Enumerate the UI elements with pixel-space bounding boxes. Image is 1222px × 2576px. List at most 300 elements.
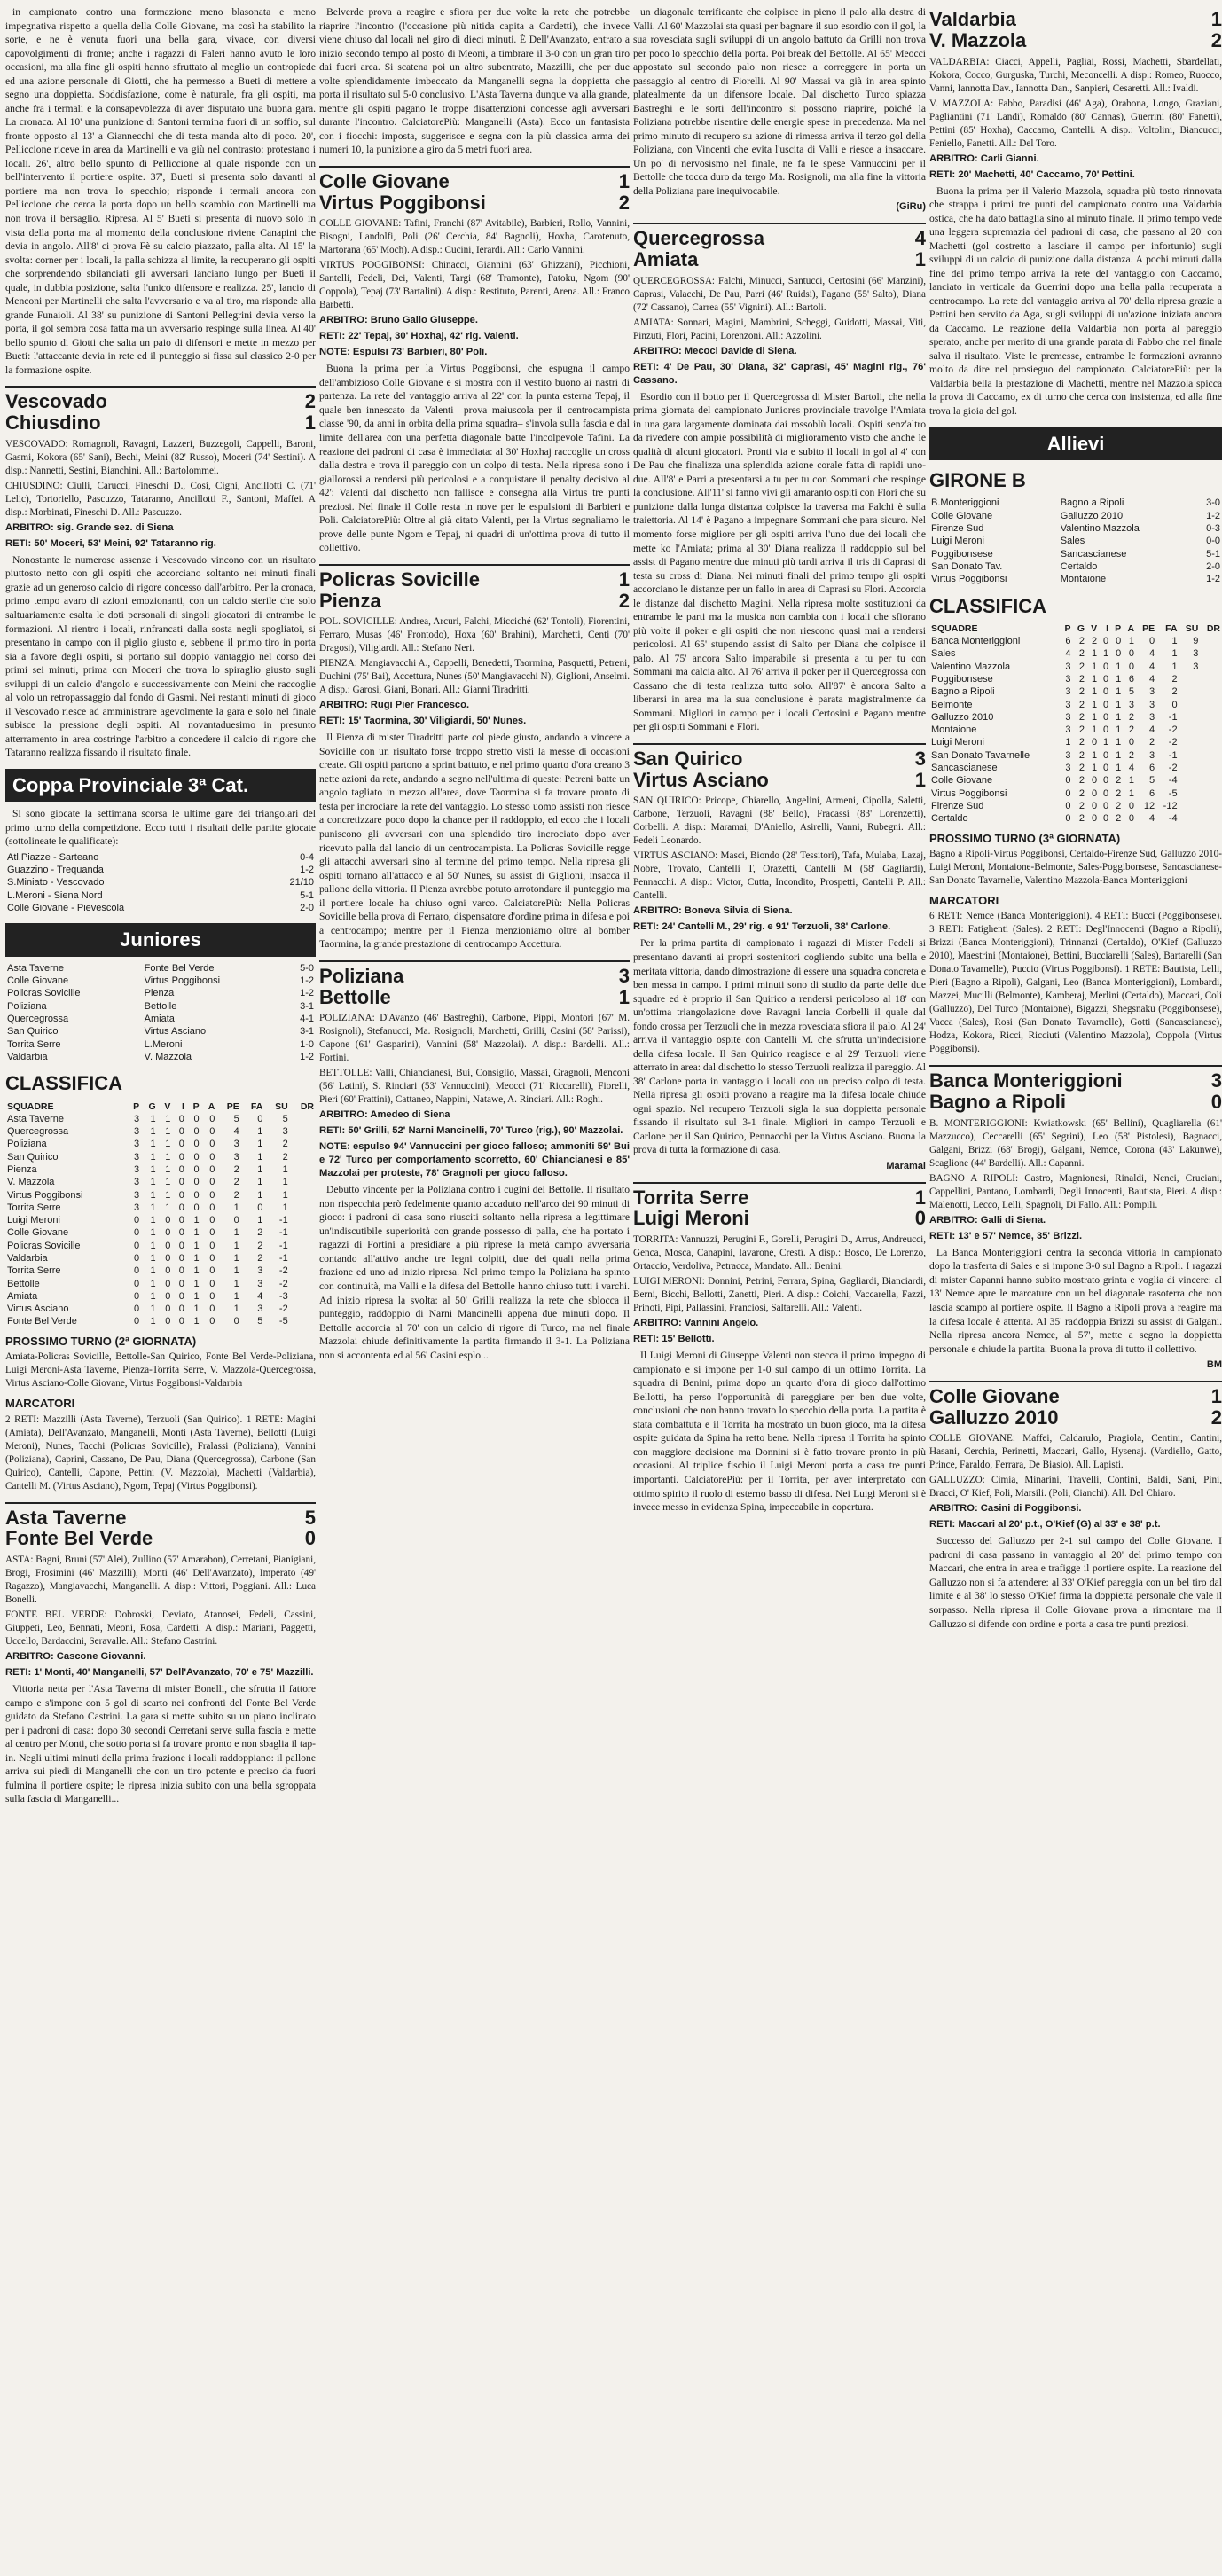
score: 2-0 bbox=[300, 903, 314, 914]
result-row bbox=[5, 1025, 316, 1037]
marcatori-title: MARCATORI bbox=[5, 1397, 75, 1411]
section-coppa: Coppa Provinciale 3ª Cat. bbox=[5, 769, 316, 802]
author-signature: Maramai bbox=[886, 1160, 926, 1171]
lineup-away: VIRTUS POGGIBONSI: Chinacci, Giannini (63' Ghizzani), Picchioni, Santelli, Fedeli, Dei, Valenti, Targi (68' Tramonte), Patoku, Ngom (90' Coppola), Tepaj (73' Bartalini). A disp.: Restituto, Parenti, Arena. All.: Franco Barbetti. bbox=[319, 260, 630, 311]
lineup-away: VIRTUS ASCIANO: Masci, Biondo (28' Tessitori), Tafa, Mulaba, Lazaj, Nobre, Trovato, Cantelli T, Orazetti, Cantelli M (58' Gagliardi), Pennacchi. A disp.: Victor, Cutta, Incondito, Prospetti, Cantelli P. All.: Cantelli. bbox=[633, 850, 926, 902]
score: 0-0 bbox=[1206, 536, 1220, 547]
stat-cell: 1 bbox=[1092, 699, 1098, 710]
stat-cell: 3 bbox=[133, 1151, 140, 1163]
stat-cell: -4 bbox=[1168, 775, 1178, 787]
team-name: Belmonte bbox=[931, 699, 973, 710]
stat-cell: 2 bbox=[1078, 737, 1085, 748]
stat-cell: 1 bbox=[1171, 636, 1178, 647]
match-header: Torrita Serre 1 Luigi Meroni 0 bbox=[633, 1182, 926, 1230]
table-row bbox=[929, 685, 1222, 698]
goals: RETI: Maccari al 20' p.t., O'Kief (G) al 33' e 38' p.t. bbox=[929, 1519, 1161, 1531]
home-team: San Quirico bbox=[7, 1026, 59, 1037]
table-row bbox=[5, 1240, 316, 1252]
table-row bbox=[929, 774, 1222, 787]
home-team: Poggibonsese bbox=[931, 548, 993, 560]
stat-cell: -1 bbox=[278, 1253, 288, 1264]
stat-cell: -1 bbox=[1168, 749, 1178, 761]
table-row bbox=[5, 1315, 316, 1327]
table-row bbox=[5, 1278, 316, 1290]
stat-cell: 1 bbox=[257, 1151, 263, 1163]
table-row bbox=[5, 1176, 316, 1188]
stat-cell: 1 bbox=[233, 1253, 239, 1264]
team-name: San Donato Tavarnelle bbox=[931, 749, 1030, 761]
away-team: L.Meroni bbox=[144, 1038, 183, 1050]
stat-cell: -4 bbox=[1168, 813, 1178, 825]
stat-cell: 0 bbox=[178, 1139, 184, 1150]
stat-cell: 2 bbox=[1078, 749, 1085, 761]
stat-cell: 1 bbox=[282, 1163, 288, 1175]
result-row bbox=[5, 902, 316, 914]
team-name: Torrita Serre bbox=[7, 1202, 61, 1213]
result-row bbox=[5, 1000, 316, 1013]
stat-cell: 0 bbox=[1065, 775, 1071, 787]
stat-cell: 0 bbox=[178, 1215, 184, 1226]
result-row bbox=[929, 548, 1222, 560]
notes: NOTE: espulso 94' Vannuccini per gioco falloso; ammoniti 59' Bui e 72' Turco per comportamento scorretto, 60' Chiancianesi e 85' Mazzolai per proteste, 78' Gragnoli per gioco falloso. bbox=[319, 1141, 630, 1179]
stat-cell: 0 bbox=[209, 1113, 215, 1124]
stat-cell: 0 bbox=[178, 1163, 184, 1175]
marcatori: 2 RETI: Mazzilli (Asta Taverne), Terzuoli (San Quirico). 1 RETE: Magini (Amiata), Dell'Avanzato, Manganelli, Monti (Asta Taverne), Bellotti (Luigi Meroni), Nunes, Tacchi (Policras Sovicille), Fralassi (Poliziana), Vannini (Poliziana), Caprini, Cassano, De Pau, Diana (Quercegrossa), Carbone (San Quirico), Cantelli, Capone, Pettini (V. Mazzola), Machetti (Valdarbia), Cantelli M. (Virtus Asciano), Ngom, Tepaj (Virtus Poggibonsi). bbox=[5, 1413, 316, 1492]
score: 1-2 bbox=[300, 988, 314, 999]
stat-cell: 0 bbox=[1148, 636, 1155, 647]
stat-cell: 1 bbox=[1092, 724, 1098, 736]
score: 5-1 bbox=[300, 889, 314, 901]
column-header: P bbox=[1064, 623, 1071, 635]
column-header: V bbox=[1091, 623, 1098, 635]
stat-cell: 2 bbox=[233, 1163, 239, 1175]
author-signature: (GiRu) bbox=[896, 201, 926, 213]
stat-cell: 1 bbox=[150, 1139, 156, 1150]
stat-cell: 2 bbox=[1116, 800, 1122, 811]
stat-cell: 0 bbox=[1102, 636, 1109, 647]
stat-cell: 0 bbox=[209, 1240, 215, 1251]
lineup-away: V. MAZZOLA: Fabbo, Paradisi (46' Aga), Orabona, Longo, Graziani, Pagliantini (71' Landi), Romaldo (80' Cannas), Guerrini (80' Fanetti), Pettini (85' Hoxha), Caccamo, Cantelli. A disp.: Voltolini, Biancucci, Feniello, Fanetti. All.: Del Toro. bbox=[929, 98, 1222, 149]
table-row bbox=[5, 1163, 316, 1176]
table-row bbox=[5, 1113, 316, 1125]
stat-cell: 4 bbox=[1128, 763, 1135, 774]
result-row bbox=[5, 1013, 316, 1025]
stat-cell: 1 bbox=[233, 1227, 239, 1239]
column-header: A bbox=[208, 1100, 215, 1112]
team-name: Bettolle bbox=[7, 1278, 40, 1289]
stat-cell: 1 bbox=[282, 1177, 288, 1188]
score: 1-2 bbox=[1206, 574, 1220, 585]
stat-cell: 0 bbox=[178, 1316, 184, 1327]
stat-cell: 1 bbox=[165, 1163, 171, 1175]
stat-cell: 3 bbox=[257, 1278, 263, 1289]
lineup-away: AMIATA: Sonnari, Magini, Mambrini, Scheggi, Guidotti, Massai, Viti, Pinzuti, Flori, Pacini, Lorenzoni. All.: Azzolini. bbox=[633, 317, 926, 341]
goals: RETI: 50' Grilli, 52' Narni Mancinelli, 70' Turco (rig.), 90' Mazzolai. bbox=[319, 1125, 623, 1137]
stat-cell: 0 bbox=[133, 1290, 140, 1302]
stat-cell: 1 bbox=[1128, 636, 1135, 647]
stat-cell: 2 bbox=[1078, 800, 1085, 811]
column-header: DR bbox=[300, 1100, 314, 1112]
stat-cell: 1 bbox=[165, 1202, 171, 1213]
stat-cell: 0 bbox=[178, 1253, 184, 1264]
stat-cell: 5 bbox=[1148, 775, 1155, 787]
table-row bbox=[929, 812, 1222, 825]
goals: RETI: 4' De Pau, 30' Diana, 32' Caprasi, 45' Magini rig., 76' Cassano. bbox=[633, 361, 926, 386]
stat-cell: 1 bbox=[1116, 673, 1122, 685]
stat-cell: 0 bbox=[178, 1113, 184, 1124]
lineup-away: GALLUZZO: Cimia, Minarini, Travelli, Contini, Baldi, Sani, Pini, Bracci, O' Kief, Poli, Marsili. (Poli, Cianchi). All. Del Chiaro. bbox=[929, 1475, 1222, 1499]
table-row bbox=[5, 1252, 316, 1265]
allievi-results bbox=[929, 497, 1222, 585]
home-team: Valdarbia bbox=[7, 1051, 48, 1062]
table-row bbox=[929, 661, 1222, 673]
stat-cell: 2 bbox=[1078, 686, 1085, 698]
stat-cell: 1 bbox=[1116, 763, 1122, 774]
stat-cell: 3 bbox=[133, 1126, 140, 1138]
stat-cell: 0 bbox=[209, 1227, 215, 1239]
stat-cell: -2 bbox=[278, 1265, 288, 1277]
stat-cell: 1 bbox=[1116, 749, 1122, 761]
column-2 bbox=[319, 5, 630, 2576]
lineup-home: POLIZIANA: D'Avanzo (46' Bastreghi), Carbone, Pippi, Montori (67' M. Rosignoli), Stefanucci, Ma. Rosignoli, Marchetti, Grilli, Casini (58' Parissi), Capone (61' Gasparini), Vannini (58' Mazzolai). A disp.: Bardelli. All.: Fortini. bbox=[319, 1013, 630, 1064]
goals: RETI: 13' e 57' Nemce, 35' Brizzi. bbox=[929, 1230, 1083, 1241]
article-text: La Banca Monteriggioni centra la seconda vittoria in campionato dopo la trasferta di Sales e si impone 3-0 sul Bagno a Ripoli. I ragazzi di mister Capanni hanno subito mostrato grinta e voglia di vincere: al 13' Nemce apre le marcature con un bel diagonale rasoterra che non lascia scampo al portiere ospite. Il Bagno a Ripoli prova a reagire ma la difesa locale è attenta. Al 35' raddoppia Brizzi su assist di Galgani. Nella ripresa ancora Nemce, al 57', mette a segno la doppietta personale e chiude la partita. Buona la prova di tutto il collettivo. bbox=[929, 1246, 1222, 1355]
stat-cell: -2 bbox=[278, 1278, 288, 1289]
stat-cell: 0 bbox=[1102, 787, 1109, 799]
stat-cell: 0 bbox=[1102, 686, 1109, 698]
goals: RETI: 20' Machetti, 40' Caccamo, 70' Pettini. bbox=[929, 168, 1135, 180]
stat-cell: 1 bbox=[1102, 648, 1109, 660]
home-team: Virtus Poggibonsi bbox=[931, 574, 1007, 585]
classifica-title: CLASSIFICA bbox=[5, 1072, 122, 1095]
result-row bbox=[5, 1038, 316, 1051]
stat-cell: 0 bbox=[1102, 724, 1109, 736]
team-name: Fonte Bel Verde bbox=[7, 1316, 77, 1327]
home-team: Poliziana bbox=[7, 1000, 47, 1012]
lineup-home: QUERCEGROSSA: Falchi, Minucci, Santucci, Certosini (66' Manzini), Caprasi, Valacchi, De Pau, Parri (46' Ruidsi), Pagano (55' Salto), Diana (72' Cassano), Carrea (55' Vignini). All.: Bartoli. bbox=[633, 275, 926, 313]
stat-cell: 1 bbox=[165, 1151, 171, 1163]
table-row bbox=[5, 1303, 316, 1315]
stat-cell: 0 bbox=[1092, 737, 1098, 748]
stat-cell: -2 bbox=[1168, 724, 1178, 736]
stat-cell: 2 bbox=[1078, 648, 1085, 660]
stat-cell: 2 bbox=[1078, 787, 1085, 799]
stat-cell: 0 bbox=[165, 1240, 171, 1251]
section-allievi: Allievi bbox=[929, 427, 1222, 460]
stat-cell: 1 bbox=[257, 1215, 263, 1226]
stat-cell: 1 bbox=[165, 1126, 171, 1138]
stat-cell: 0 bbox=[1128, 737, 1135, 748]
stat-cell: 3 bbox=[1193, 661, 1199, 672]
stat-cell: 0 bbox=[178, 1151, 184, 1163]
team-name: Bagno a Ripoli bbox=[931, 686, 995, 698]
stat-cell: -1 bbox=[278, 1240, 288, 1251]
stat-cell: 1 bbox=[193, 1290, 200, 1302]
table-row bbox=[5, 1138, 316, 1150]
result-row bbox=[929, 497, 1222, 509]
stat-cell: 0 bbox=[1065, 787, 1071, 799]
stat-cell: 3 bbox=[257, 1265, 263, 1277]
stat-cell: 2 bbox=[1078, 813, 1085, 825]
match-teams: Atl.Piazze - Sarteano bbox=[7, 851, 99, 863]
score: 1-2 bbox=[300, 1051, 314, 1062]
stat-cell: 2 bbox=[257, 1253, 263, 1264]
article-text: Vittoria netta per l'Asta Taverna di mister Bonelli, che sfrutta il fattore campo e s'impone con 5 gol di scarto nei confronti del Fonte Bel Verde guidato da Stefano Castrini. La gara si mette subito su un piano inclinato per i padroni di casa: dopo 30 secondi Cerretani serve sulla fascia e mette al centro per Monti, che sotto porta si fa trovare pronto e non sbaglia il tap-in. Negli ultimi minuti della prima frazione i locali raddoppiano: il pallone arriva sui piedi di Manganelli che con un tiro potente e preciso da fuori fulmina il portiere ospite; le ripresa inizia subito con una bella sgroppata sulla fascia di Manganelli... bbox=[5, 1683, 316, 1805]
stat-cell: 1 bbox=[233, 1202, 239, 1213]
stat-cell: 4 bbox=[1148, 673, 1155, 685]
match-teams: Colle Giovane - Pievescola bbox=[7, 903, 125, 914]
away-team: V. Mazzola bbox=[144, 1051, 192, 1062]
stat-cell: 0 bbox=[1065, 813, 1071, 825]
away-team: Bettolle bbox=[144, 1000, 177, 1012]
score: 0-4 bbox=[300, 851, 314, 863]
stat-cell: 0 bbox=[193, 1139, 200, 1150]
stat-cell: 3 bbox=[282, 1126, 288, 1138]
stat-cell: 3 bbox=[1065, 699, 1071, 710]
score: 5-0 bbox=[300, 962, 314, 974]
stat-cell: 2 bbox=[1128, 724, 1135, 736]
stat-cell: 3 bbox=[233, 1139, 239, 1150]
team-name: Amiata bbox=[7, 1290, 38, 1302]
stat-cell: 2 bbox=[1078, 775, 1085, 787]
stat-cell: 1 bbox=[257, 1189, 263, 1201]
stat-cell: 0 bbox=[1092, 800, 1098, 811]
result-row bbox=[5, 962, 316, 975]
stat-cell: 2 bbox=[257, 1240, 263, 1251]
stat-cell: 0 bbox=[1116, 648, 1122, 660]
column-header: SQUADRE bbox=[7, 1100, 54, 1112]
article-text: in campionato contro una formazione meno blasonata e meno impegnativa rispetto a quella della Colle Giovane, ma così ha stabilito la sorte, e ne è venuta fuori una bella gara, vivace, con diversi capovolgimenti di fronte; anche i ragazzi di Faleri hanno avuto le loro occasioni, ma alla fine gli ospiti hanno sfruttato al meglio un contropiede ed una azione personale di Giotti, che ha permesso a Bueti di mettere a segno una doppietta. Soddisfazione, come è naturale, fra gli ospiti, ma anche fra i termali e la consapevolezza di aver disputato una buona gara. La cronaca. Al 10' una punizione di Santoni termina fuori di un soffio, sul fronte opposto al 13' a Giannecchi che di testa manda alto di poco. 20', Pelliccione riceve in area da Martinelli e va giù nel contrasto: protestano i locali. 26', altro bello spunto di Pelliccione al quale risponde con un bell'intervento il portiere ospite. 37', Bueti si presenta solo davanti al portiere ma non trova lo specchio; risponde i termali ancora con Pelliccione che cerca la porta dopo un bello scambio con Martinelli ma non trova il bersaglio. Ripresa. Al 5' Bueti si presenta di nuovo solo in vista della porta ma al momento della conclusione riviene Canapini che devia in angolo. All'8' ci prova Fè su calcio piazzato, palla alta. Al 15' la svolta: corner per i locali, la palla schizza al limite, la recuperano gli ospiti che sorprendendo sbilanciati gli avversari lanciano lungo per Bueti il quale, in dubbia posizione, salta l'unico difensore e realizza. 25', lancio di Menconi per Martinelli che salta l'avversario e va al tiro, ma risponde alla grande Funaioli. Al 38' su punizione di Santoni Pellegrini devia verso la porta, il gol sembra cosa fatta ma un avversario respinge sulla linea. Al 40' bello spunto di Giotti che salta un paio di difensori e mette in mezzo per Bueti: l'attaccante devia in rete ed il punteggio si fissa sul classico 2-0 per la formazione ospite. bbox=[5, 6, 316, 376]
stat-cell: 1 bbox=[193, 1265, 200, 1277]
table-row bbox=[5, 1202, 316, 1214]
stat-cell: 1 bbox=[282, 1189, 288, 1201]
stat-cell: 1 bbox=[257, 1177, 263, 1188]
stat-cell: 0 bbox=[178, 1278, 184, 1289]
lineup-home: COLLE GIOVANE: Maffei, Caldarulo, Pragiola, Centini, Cantini, Hasani, Cerchia, Perinetti, Maccari, Gallo, Hysenaj. (Vardiello, Gatto, Prince, Faraldo, Ferrara, De Biasio). All. Lapisti. bbox=[929, 1433, 1222, 1471]
score: 5-1 bbox=[1206, 548, 1220, 560]
score: 1-2 bbox=[1206, 510, 1220, 521]
stat-cell: 1 bbox=[165, 1113, 171, 1124]
match-header: Banca Monteriggioni 3 Bagno a Ripoli 0 bbox=[929, 1065, 1222, 1113]
stat-cell: 1 bbox=[150, 1202, 156, 1213]
stat-cell: 1 bbox=[150, 1151, 156, 1163]
table-row bbox=[5, 1151, 316, 1163]
stat-cell: 12 bbox=[1143, 800, 1155, 811]
stat-cell: -1 bbox=[278, 1215, 288, 1226]
stat-cell: 3 bbox=[1148, 749, 1155, 761]
home-team: Asta Taverne bbox=[7, 962, 65, 974]
stat-cell: 0 bbox=[1102, 711, 1109, 723]
stat-cell: 1 bbox=[150, 1278, 156, 1289]
column-header: A bbox=[1127, 623, 1135, 635]
stat-cell: 0 bbox=[1102, 813, 1109, 825]
score: 1-2 bbox=[300, 975, 314, 987]
stat-cell: 4 bbox=[1148, 724, 1155, 736]
lineup-home: VALDARBIA: Ciacci, Appelli, Pagliai, Rossi, Machetti, Sbardellati, Kokora, Cocco, Gurguska, Turchi, Meconcelli. A disp.: Romeo, Ruocco, Vanni, Iannotta Dav., Iannotta Dan., Sanpieri, Cesaretti. All.: Ivaldi. bbox=[929, 56, 1222, 94]
stat-cell: 2 bbox=[1116, 775, 1122, 787]
stat-cell: 1 bbox=[1092, 763, 1098, 774]
stat-cell: 0 bbox=[209, 1253, 215, 1264]
match-header: Poliziana 3 Bettolle 1 bbox=[319, 960, 630, 1008]
stat-cell: -2 bbox=[278, 1304, 288, 1315]
stat-cell: 1 bbox=[233, 1240, 239, 1251]
home-team: Policras Sovicille bbox=[7, 988, 81, 999]
stat-cell: 1 bbox=[1092, 673, 1098, 685]
stat-cell: -3 bbox=[278, 1290, 288, 1302]
stat-cell: 0 bbox=[1128, 800, 1135, 811]
away-team: Bagno a Ripoli bbox=[1060, 497, 1124, 509]
stat-cell: 3 bbox=[1065, 686, 1071, 698]
stat-cell: 0 bbox=[1102, 775, 1109, 787]
stat-cell: 2 bbox=[257, 1227, 263, 1239]
coppa-text: Si sono giocate la settimana scorsa le ultime gare dei triangolari del primo turno della competizione. Ecco tutti i risultati delle partite giocate (sottolineate le qualificate): bbox=[5, 808, 316, 848]
score: 0-3 bbox=[1206, 523, 1220, 535]
stat-cell: 0 bbox=[165, 1304, 171, 1315]
article-text: Buona la prima per il Valerio Mazzola, squadra più tosto rinnovata che strappa i primi tre punti del campionato contro una Valdarbia ostica, che ha dato battaglia sino al minuto finale. Il primo tempo vede una leggera supremazia del padroni di casa, che passano al 20' con Machetti (gol costretto a lasciare il campo per infortunio) sugli sviluppi di un calcio di punizione dalla distanza. A pochi minuti dalla fine del primo tempo arriva la rete del vantaggio con Caccamo, lanciato in verticale da Guerrini dopo una bella palla recuperata a centrocampo. La rete del vantaggio arriva al 70' della ripresa grazie a Pettini ben servito da Aga, sugli sviluppi di un'azione iniziata ancora da Caccamo. Le reazione della Valdarbia non porta al pareggio sperato, anche per merito di una grande parata di Fabbo che nel finale salva il risultato. Viste le premesse, entrambe le formazioni avranno molto da dire nel prosieguo del campionato. CalciatorePiù: per la Valdarbia bella la prestazione di Machetti, mentre nel Mazzola spicca la prova di Caccamo, ex di turno che cerca con insistenza, ed alla fine trova la gioia del gol. bbox=[929, 184, 1222, 417]
stat-cell: 1 bbox=[150, 1177, 156, 1188]
column-header: I bbox=[181, 1100, 184, 1112]
column-header: I bbox=[1106, 623, 1109, 635]
stat-cell: 1 bbox=[150, 1126, 156, 1138]
stat-cell: 0 bbox=[209, 1215, 215, 1226]
prossimo-turno: Bagno a Ripoli-Virtus Poggibonsi, Certaldo-Firenze Sud, Galluzzo 2010-Luigi Meroni, Montaione-Belmonte, Sales-Poggibonsese, Sancascianese-San Donato Tavarnelle, Valentino Mazzola-Banca Monteriggioni bbox=[929, 848, 1222, 886]
match-header: Policras Sovicille 1 Pienza 2 bbox=[319, 564, 630, 612]
prossimo-title: PROSSIMO TURNO (2ª GIORNATA) bbox=[5, 1334, 197, 1348]
table-row bbox=[5, 1125, 316, 1138]
lineup-away: BETTOLLE: Valli, Chiancianesi, Bui, Consiglio, Massai, Gragnoli, Menconi (56' Latini), S. Rinciari (53' Vannuccini), Meocci (71' Riccarelli), Fiorelli, Pieri (60' Frattini), Cattaneo, Nappini, Natawe, A. Rinciari. All.: Roghi. bbox=[319, 1068, 630, 1106]
column-header: P bbox=[133, 1100, 140, 1112]
stat-cell: 4 bbox=[233, 1126, 239, 1138]
referee: ARBITRO: Boneva Silvia di Siena. bbox=[633, 905, 793, 917]
stat-cell: 0 bbox=[193, 1126, 200, 1138]
column-3 bbox=[633, 5, 926, 2576]
away-team: Pienza bbox=[144, 988, 175, 999]
stat-cell: 0 bbox=[178, 1189, 184, 1201]
lineup-home: SAN QUIRICO: Pricope, Chiarello, Angelini, Armeni, Cipolla, Saletti, Carbone, Terzuoli, Ravagni (88' Bello), Fracassi (83' Lorenzetti), Corbelli. A disp.: Maramai, D'Aniello, Asirelli, Vanni, Rubegni. All.: Fedeli Leonardo. bbox=[633, 795, 926, 847]
stat-cell: 1 bbox=[1092, 648, 1098, 660]
stat-cell: 1 bbox=[257, 1126, 263, 1138]
lineup-away: FONTE BEL VERDE: Dobroski, Deviato, Atanosei, Fedeli, Cassini, Giuppeti, Leo, Bennati, Meoni, Rosa, Cardetti. A disp.: Mariani, Paggetti, Uccello, Bardaccini, Seravalle. All.: Stefano Castrini. bbox=[5, 1609, 316, 1648]
stat-cell: 2 bbox=[1078, 763, 1085, 774]
stat-cell: 0 bbox=[233, 1215, 239, 1226]
article-text: Il Pienza di mister Tiradritti parte col piede giusto, andando a vincere a Sovicille con un risultato forse troppo stretto visti la messe di occasioni create. Gli ospiti partono a sprint battuto, e nel primo quarto d'ora creano 3 nette azioni da rete, andando a segno nell'ultima di queste: Petreni batte un angolo tagliato in mezzo all'area, dove Taormina si fa trovare pronto di testa per incrociare la rete del vantaggio. Lo stesso uomo assisti non riesce a concretizzare poco dopo la chance per il raddoppio, ed ecco che i locali puniscono gli avversari con una splendido tiro incrociato dopo aver ricevuto palla dal lancio di un centrocampista. La Policras Sovicille regge gli attacchi avversari sino al termine del primo tempo. Nella ripresa gli ospiti tornano all'attacco e al 50' Nunes, su assist di Giglioni, insacca il pallone della vittoria. Il Pienza avrebbe potuto arrotondare il punteggio ma il portiere locale ha chiuso ogni varco. CalciatorePiù: Nella Policras Sovicille bella prova di Ferraro, dispensatore d'ordine prima in difesa e poi a centrocampo; mentre per il Pienza menzioniamo oltre al bomber Taormina, la grande prestazione di centrocampo Accettura. bbox=[319, 732, 630, 951]
article-text: Il Luigi Meroni di Giuseppe Valenti non stecca il primo impegno di campionato e si impone per 1-0 sul campo di un ottimo Torrita. La squadra di Benini, prima dopo un quarto d'ora di gioco dall'ottimo Bellotti, ha perso l'opportunità di pareggiare per ben due volte, conclusioni che non hanno trovato lo specchio della porta. La partita è stata combattuta e il Torrita ha mostrato un buon gioco, ma la difesa ospite guidata da Spina ha retto bene. Nella ripresa il Torrita ha spinto con maggiore decisione ma Donnini si è fatto trovare pronto in più occasioni. Al triplice fischio il Luigi Meroni porta a casa tre punti importanti. CalciatorePiù: per il Torrita, per aver interpretato con ottimo spirito il ruolo di esterno basso di difesa. Nei Luigi Meroni si è invece messo in evidenza Spina, impeccabile in copertura. bbox=[633, 1350, 926, 1514]
stat-cell: 3 bbox=[1065, 724, 1071, 736]
table-row bbox=[929, 699, 1222, 711]
stat-cell: 2 bbox=[1078, 673, 1085, 685]
stat-cell: 0 bbox=[1128, 813, 1135, 825]
match-header: Colle Giovane 1 Virtus Poggibonsi 2 bbox=[319, 166, 630, 214]
result-row bbox=[5, 987, 316, 999]
away-team: Sales bbox=[1060, 536, 1085, 547]
stat-cell: 1 bbox=[193, 1316, 200, 1327]
stat-cell: 0 bbox=[178, 1240, 184, 1251]
column-header: SU bbox=[275, 1100, 288, 1112]
stat-cell: 1 bbox=[1092, 661, 1098, 672]
stat-cell: 0 bbox=[209, 1202, 215, 1213]
stat-cell: 0 bbox=[165, 1316, 171, 1327]
referee: ARBITRO: Amedeo di Siena bbox=[319, 1109, 450, 1121]
goals: RETI: 1' Monti, 40' Manganelli, 57' Dell'Avanzato, 70' e 75' Mazzilli. bbox=[5, 1667, 314, 1679]
stat-cell: 1 bbox=[150, 1227, 156, 1239]
stat-cell: 0 bbox=[209, 1290, 215, 1302]
stat-cell: 1 bbox=[150, 1189, 156, 1201]
stat-cell: 3 bbox=[133, 1163, 140, 1175]
stat-cell: 3 bbox=[233, 1151, 239, 1163]
lineup-home: B. MONTERIGGIONI: Kwiatkowski (65' Bellini), Quagliarella (61' Mazzucco), Ceccarelli (65' Segrini), Leo (58' Pistolesi), Bagnacci, Galgani, Brizzi (68' Brogi), Galgani, Nemce, Corona (43' Lakunwe), Scaglione (44' Bardelli). All.: Capanni. bbox=[929, 1117, 1222, 1169]
stat-cell: 1 bbox=[1116, 711, 1122, 723]
stat-cell: 0 bbox=[178, 1177, 184, 1188]
match-teams: L.Meroni - Siena Nord bbox=[7, 889, 103, 901]
referee: ARBITRO: Bruno Gallo Giuseppe. bbox=[319, 315, 479, 326]
away-team: Certaldo bbox=[1060, 560, 1098, 572]
stat-cell: 1 bbox=[1092, 686, 1098, 698]
team-name: Valdarbia bbox=[7, 1253, 48, 1264]
article-text: Nonostante le numerose assenze i Vescovado vincono con un risultato piuttosto netto con gli ospiti che accorciano soltanto nei minuti finali grazie ad un generoso calcio di rigore concesso dall'arbitro. Per la cronaca, primo tempo avaro di azioni emozionanti, con un calcio sterile che solo saltuariamente esalta le doti personali di singoli giocatori di entrambe le formazioni. Al rientro i locali, rinfrancati dalla sosta negli spogliatoi, si presentano in campo con il piglio giusto e, sebbene il primo tiro in porta sia a favore degli ospiti, si portano sul doppio vantaggio nel corso dei primi sei minuti, prima con Moceri che trova lo spiraglio giusto sugli sviluppi di un calcio d'angolo e successivamente con Meini che raccoglie al volo un retropassaggio dal fondo di Gasmi. Nei restanti minuti di gioco il Vescovado riesce ad amministrare agevolmente la gara e solo nel finale subisce la pressione degli ospiti. Al novantaduesimo in presunto atterramento in area costringe l'arbitro a concedere il calcio di rigore che Tataranno realizza fissando il risultato finale. bbox=[5, 553, 316, 759]
stat-cell: 2 bbox=[282, 1139, 288, 1150]
stat-cell: 6 bbox=[1148, 763, 1155, 774]
table-row bbox=[929, 749, 1222, 762]
stat-cell: 2 bbox=[282, 1151, 288, 1163]
stat-cell: 1 bbox=[150, 1290, 156, 1302]
team-name: Asta Taverne bbox=[7, 1113, 65, 1124]
away-team: Galluzzo 2010 bbox=[1060, 510, 1124, 521]
stat-cell: 0 bbox=[178, 1126, 184, 1138]
stat-cell: -1 bbox=[278, 1227, 288, 1239]
score: 2-0 bbox=[1206, 560, 1220, 572]
stat-cell: 1 bbox=[193, 1215, 200, 1226]
stat-cell: 1 bbox=[193, 1253, 200, 1264]
stat-cell: 0 bbox=[1171, 699, 1178, 710]
stat-cell: 3 bbox=[133, 1189, 140, 1201]
prossimo-turno: Amiata-Policras Sovicille, Bettolle-San Quirico, Fonte Bel Verde-Poliziana, Luigi Meroni-Asta Taverne, Pienza-Torrita Serre, V. Mazzola-Quercegrossa, Virtus Asciano-Colle Giovane, Virtus Poggibonsi-Valdarbia bbox=[5, 1351, 316, 1390]
team-name: San Quirico bbox=[7, 1151, 59, 1163]
away-team: Virtus Asciano bbox=[144, 1026, 207, 1037]
goals: RETI: 15' Bellotti. bbox=[633, 1334, 715, 1345]
table-row bbox=[5, 1214, 316, 1226]
juniores-standings bbox=[5, 1100, 316, 1328]
stat-cell: 0 bbox=[133, 1240, 140, 1251]
column-header: SU bbox=[1185, 623, 1199, 635]
stat-cell: 3 bbox=[133, 1202, 140, 1213]
table-row bbox=[929, 647, 1222, 660]
column-header: SQUADRE bbox=[931, 623, 978, 635]
stat-cell: 3 bbox=[1065, 749, 1071, 761]
stat-cell: 0 bbox=[178, 1202, 184, 1213]
stat-cell: 1 bbox=[257, 1163, 263, 1175]
stat-cell: 0 bbox=[165, 1265, 171, 1277]
column-header: G bbox=[148, 1100, 156, 1112]
standings-header bbox=[929, 622, 1222, 635]
team-name: Sales bbox=[931, 648, 956, 660]
team-name: Policras Sovicille bbox=[7, 1240, 81, 1251]
stat-cell: 0 bbox=[209, 1177, 215, 1188]
juniores-results bbox=[5, 962, 316, 1063]
team-name: Luigi Meroni bbox=[931, 737, 984, 748]
stat-cell: 0 bbox=[1102, 661, 1109, 672]
stat-cell: 1 bbox=[150, 1265, 156, 1277]
table-row bbox=[5, 1226, 316, 1239]
team-name: Colle Giovane bbox=[7, 1227, 69, 1239]
stat-cell: 0 bbox=[1128, 661, 1135, 672]
stat-cell: 0 bbox=[1092, 787, 1098, 799]
stat-cell: 1 bbox=[233, 1304, 239, 1315]
stat-cell: 2 bbox=[1078, 724, 1085, 736]
stat-cell: 0 bbox=[133, 1304, 140, 1315]
home-team: Colle Giovane bbox=[7, 975, 69, 987]
stat-cell: 3 bbox=[1148, 686, 1155, 698]
standings-header bbox=[5, 1100, 316, 1113]
